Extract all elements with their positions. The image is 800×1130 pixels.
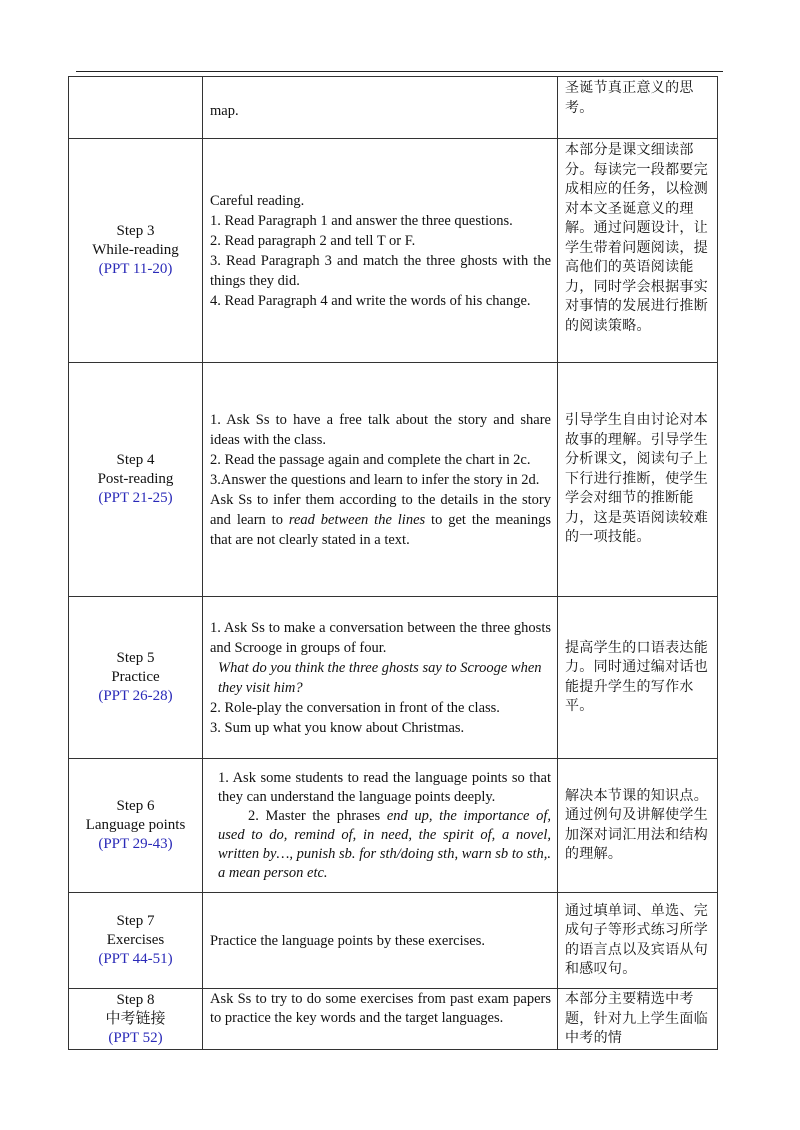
purpose-text: 解决本节课的知识点。通过例句及讲解使学生加深对词汇用法和结构的理解。 <box>565 787 708 862</box>
step-number: Step 6 <box>116 798 155 814</box>
activity-line: 1. Read Paragraph 1 and answer the three questions. <box>210 212 513 229</box>
table-row <box>69 597 718 759</box>
purpose-cell <box>558 363 718 597</box>
activity-line: 3. Read Paragraph 3 and match the three ghosts with the things they did. <box>210 252 551 289</box>
activity-line: 1. Ask Ss to make a conversation between the three ghosts and Scrooge in groups of four. <box>210 619 551 656</box>
step-cell <box>69 893 203 989</box>
activity-cell <box>203 989 558 1050</box>
purpose-text: 引导学生自由讨论对本故事的理解。引导学生分析课文，阅读句子上下行进行推断，使学生学会对细节的推断能力，这是英语阅读较难的一项技能。 <box>565 412 708 546</box>
purpose-text: 本部分是课文细读部分。每读完一段都要完成相应的任务，以检测对本文圣诞意义的理解。通过问题设计，让学生带着问题阅读，提高他们的英语阅读能力，同时学会根据事实对事情的发展进行推断的阅读策略。 <box>565 142 708 334</box>
ppt-range: (PPT 29-43) <box>98 836 173 852</box>
activity-line: 2. Read the passage again and complete the chart in 2c. <box>210 451 531 468</box>
step-number: Step 7 <box>116 913 155 929</box>
activity-cell <box>203 139 558 363</box>
activity-text: Ask Ss to infer them according to the details in the story and learn to <box>210 491 551 528</box>
step-name: Exercises <box>106 932 165 948</box>
step-cell <box>69 597 203 759</box>
purpose-cell <box>558 139 718 363</box>
step-cell <box>69 77 203 139</box>
step-number: Step 4 <box>116 452 155 468</box>
activity-line: Ask Ss to try to do some exercises from past exam papers to practice the key words and the target languages. <box>210 991 551 1026</box>
activity-cell <box>203 363 558 597</box>
ppt-range: (PPT 44-51) <box>98 951 173 967</box>
step-cell <box>69 363 203 597</box>
lesson-plan-table <box>68 76 718 1050</box>
activity-line <box>210 807 551 883</box>
activity-line: 4. Read Paragraph 4 and write the words of his change. <box>210 292 531 309</box>
step-name: Post-reading <box>97 471 174 487</box>
step-number: Step 5 <box>116 650 155 666</box>
table-row <box>69 893 718 989</box>
ppt-range: (PPT 26-28) <box>98 688 173 704</box>
purpose-cell <box>558 893 718 989</box>
purpose-text: 本部分主要精选中考题，针对九上学生面临中考的情 <box>565 991 708 1046</box>
activity-cell <box>203 759 558 893</box>
step-cell <box>69 139 203 363</box>
table-row <box>69 363 718 597</box>
activity-cell <box>203 597 558 759</box>
ppt-range: (PPT 52) <box>108 1030 163 1046</box>
purpose-cell <box>558 989 718 1050</box>
step-number: Step 8 <box>116 992 155 1008</box>
step-number: Step 3 <box>116 223 155 239</box>
table-row <box>69 77 718 139</box>
activity-line: 2. Read paragraph 2 and tell T or F. <box>210 232 416 249</box>
table-row <box>69 139 718 363</box>
step-name: Practice <box>111 669 160 685</box>
activity-text: to get the meanings that are not clearly stated in a text. <box>210 511 551 548</box>
purpose-text: 圣诞节真正意义的思考。 <box>565 80 694 116</box>
step-cell <box>69 989 203 1050</box>
ppt-range: (PPT 11-20) <box>98 261 173 277</box>
activity-line: 1. Ask some students to read the language points so that they can understand the language points deeply. <box>218 769 551 805</box>
purpose-text: 提高学生的口语表达能力。同时通过编对话也能提升学生的写作水平。 <box>565 639 708 714</box>
activity-line: 1. Ask Ss to have a free talk about the story and share ideas with the class. <box>210 411 551 448</box>
activity-line: map. <box>210 102 239 119</box>
activity-line: Practice the language points by these exercises. <box>210 932 485 949</box>
activity-line: 3.Answer the questions and learn to infer the story in 2d. <box>210 471 540 488</box>
activity-line: Careful reading. <box>210 192 305 209</box>
step-name: While-reading <box>92 242 179 258</box>
activity-example-question: What do you think the three ghosts say to Scrooge when they visit him? <box>218 659 542 696</box>
table-row <box>69 759 718 893</box>
activity-text: 2. Master the phrases <box>248 807 387 824</box>
activity-line: 2. Role-play the conversation in front of the class. <box>210 699 500 716</box>
header-rule <box>76 71 723 72</box>
activity-phrase-list: end up, the importance of, used to do, remind of, in need, the spirit of, a novel, written by…, punish sb. for sth/doing sth, warn sb to sth,. a mean person etc. <box>218 807 551 881</box>
step-name: 中考链接 <box>105 1011 166 1027</box>
purpose-cell <box>558 759 718 893</box>
step-cell <box>69 759 203 893</box>
purpose-text: 通过填单词、单选、完成句子等形式练习所学的语言点以及宾语从句和感叹句。 <box>565 902 708 977</box>
activity-emphasis: read between the lines <box>288 511 426 528</box>
purpose-cell <box>558 597 718 759</box>
activity-cell <box>203 893 558 989</box>
table-row <box>69 989 718 1050</box>
ppt-range: (PPT 21-25) <box>98 490 173 506</box>
activity-line <box>210 490 551 550</box>
activity-line: 3. Sum up what you know about Christmas. <box>210 719 465 736</box>
purpose-cell <box>558 77 718 139</box>
activity-cell <box>203 77 558 139</box>
step-name: Language points <box>85 817 186 833</box>
